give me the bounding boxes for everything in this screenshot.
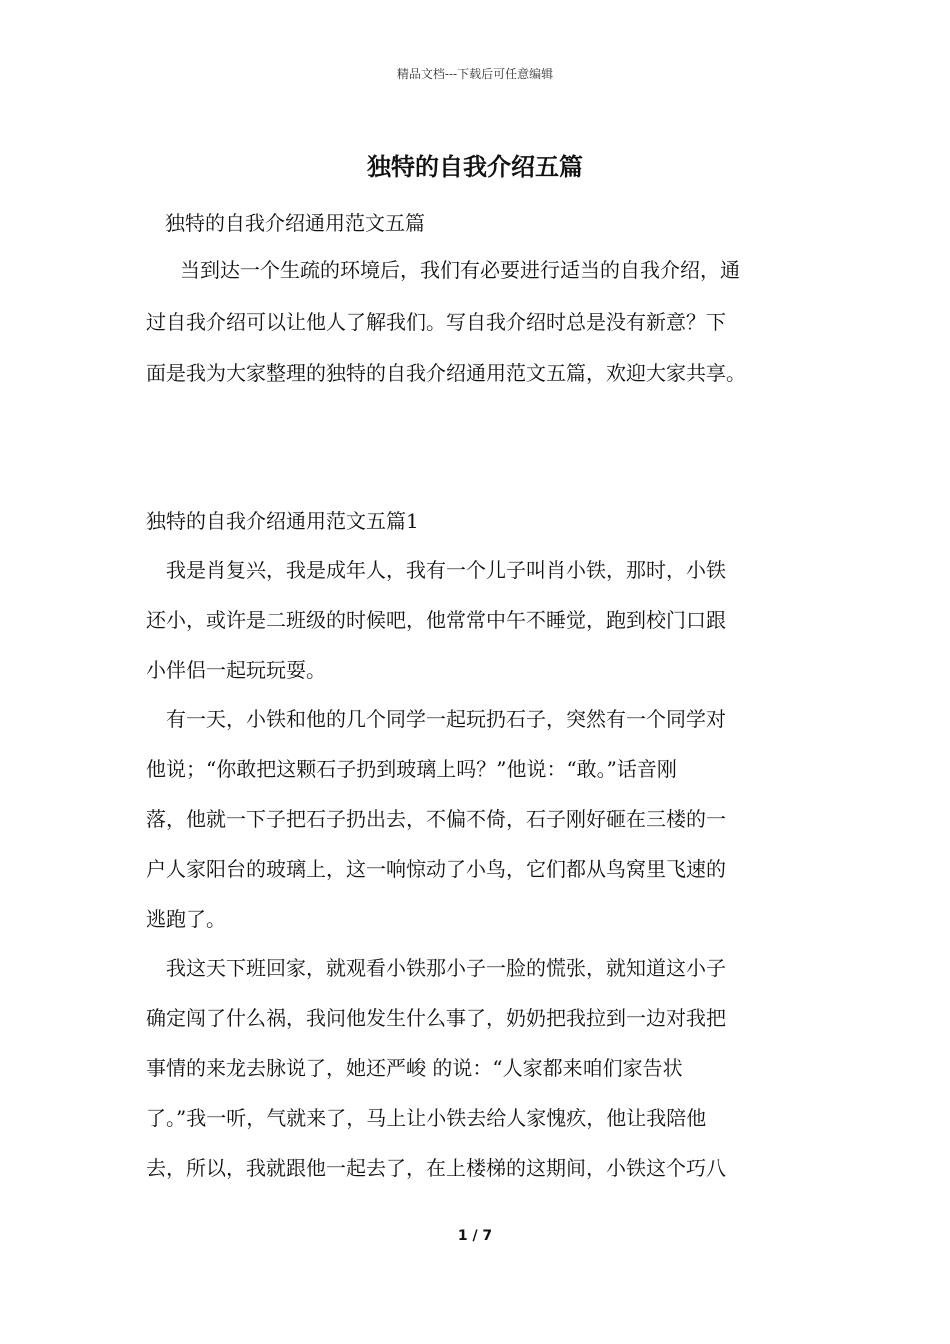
- document-title: 独特的自我介绍五篇: [367, 152, 583, 181]
- paragraph-line: 当到达一个生疏的环境后，我们有必要进行适当的自我介绍，通: [180, 258, 740, 282]
- page-number: 1 / 7: [457, 1228, 493, 1244]
- paragraph-line: 还小，或许是二班级的时候吧，他常常中午不睡觉，跑到校门口跟: [146, 608, 726, 632]
- paragraph-line: 事情的来龙去脉说了，她还严峻 的说：“人家都来咱们家告状: [146, 1056, 683, 1080]
- paragraph-line: 户人家阳台的玻璃上，这一响惊动了小鸟，它们都从鸟窝里飞速的: [146, 857, 726, 881]
- section-heading: 独特的自我介绍通用范文五篇1: [146, 509, 419, 533]
- paragraph-line: 确定闯了什么祸，我问他发生什么事了，奶奶把我拉到一边对我把: [146, 1006, 726, 1030]
- paragraph-line: 我是肖复兴，我是成年人，我有一个儿子叫肖小铁，那时，小铁: [166, 558, 726, 582]
- paragraph-line: 去，所以，我就跟他一起去了，在上楼梯的这期间，小铁这个巧八: [146, 1156, 726, 1180]
- paragraph-line: 过自我介绍可以让他人了解我们。写自我介绍时总是没有新意？下: [146, 310, 726, 334]
- paragraph-line: 小伴侣一起玩玩耍。: [146, 658, 326, 682]
- paragraph-line: 有一天，小铁和他的几个同学一起玩扔石子，突然有一个同学对: [166, 707, 726, 731]
- paragraph-line: 落，他就一下子把石子扔出去，不偏不倚，石子刚好砸在三楼的一: [146, 807, 726, 831]
- page-header: 精品文档---下载后可任意编辑: [396, 67, 554, 81]
- paragraph-line: 他说；“你敢把这颗石子扔到玻璃上吗？”他说：“敢。”话音刚: [146, 757, 677, 781]
- paragraph-line: 逃跑了。: [146, 907, 226, 931]
- paragraph-line: 面是我为大家整理的独特的自我介绍通用范文五篇，欢迎大家共享。: [146, 361, 746, 385]
- document-subtitle: 独特的自我介绍通用范文五篇: [165, 211, 425, 235]
- paragraph-line: 我这天下班回家，就观看小铁那小子一脸的慌张，就知道这小子: [166, 956, 726, 980]
- paragraph-line: 了。”我一听，气就来了，马上让小铁去给人家愧疚，他让我陪他: [146, 1106, 707, 1130]
